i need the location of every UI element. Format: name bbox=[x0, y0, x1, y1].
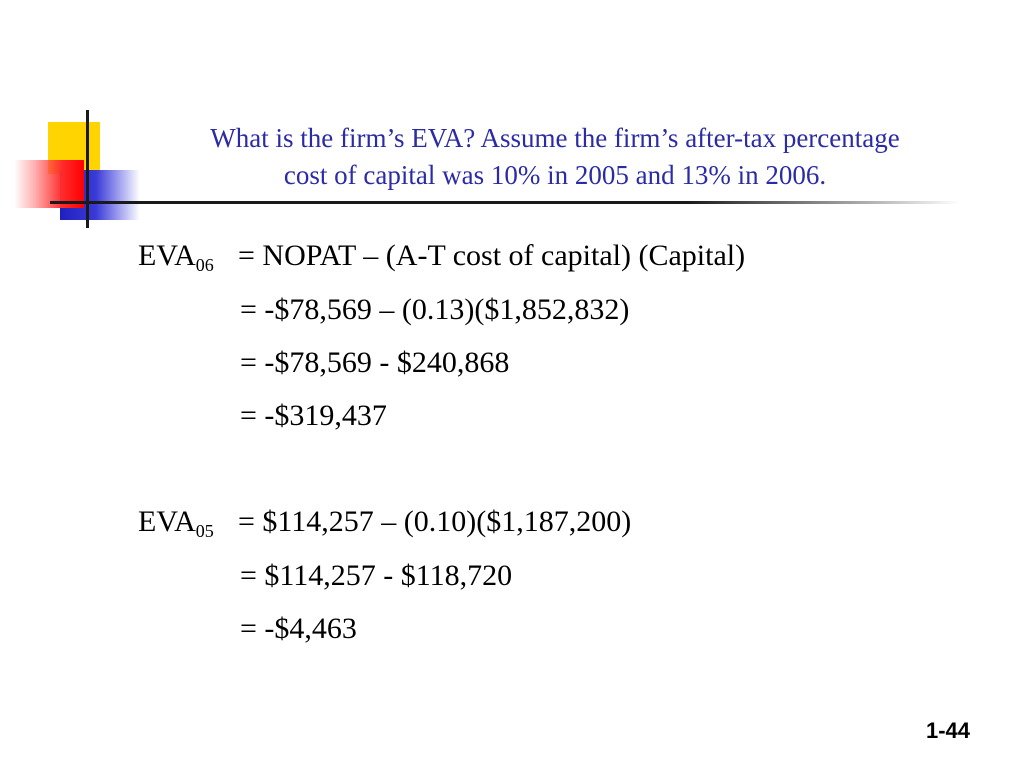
slide-title bbox=[140, 120, 970, 194]
eva06-line-3: = -$78,569 - $240,868 bbox=[240, 346, 510, 379]
title-line-1: What is the firm’s EVA? Assume the firm’s after-tax percentage bbox=[210, 123, 900, 153]
eva05-line-2: = $114,257 - $118,720 bbox=[240, 559, 513, 592]
eva05-subscript: 05 bbox=[195, 521, 214, 541]
vertical-rule bbox=[86, 110, 89, 228]
eva06-row-1 bbox=[138, 236, 745, 276]
eva06-line-4: = -$319,437 bbox=[240, 399, 387, 432]
title-underline-rule bbox=[50, 201, 960, 204]
title-line-2: cost of capital was 10% in 2005 and 13% in 2006. bbox=[283, 160, 827, 190]
eva05-label: $EVA_{05}$ bbox=[138, 505, 214, 541]
eva05-line-3: = -$4,463 bbox=[240, 612, 357, 645]
eva05-row-1 bbox=[138, 502, 631, 542]
page-number: 1-44 bbox=[925, 718, 970, 743]
eva06-subscript: 06 bbox=[195, 255, 214, 275]
eva06-line-1: = NOPAT – (A-T cost of capital) (Capital) bbox=[238, 239, 746, 272]
eva06-line-2: = -$78,569 – (0.13)($1,852,832) bbox=[240, 293, 630, 326]
eva06-label: $EVA_{06}$ bbox=[138, 239, 214, 275]
eva05-line-1: = $114,257 – (0.10)($1,187,200) bbox=[238, 505, 632, 538]
